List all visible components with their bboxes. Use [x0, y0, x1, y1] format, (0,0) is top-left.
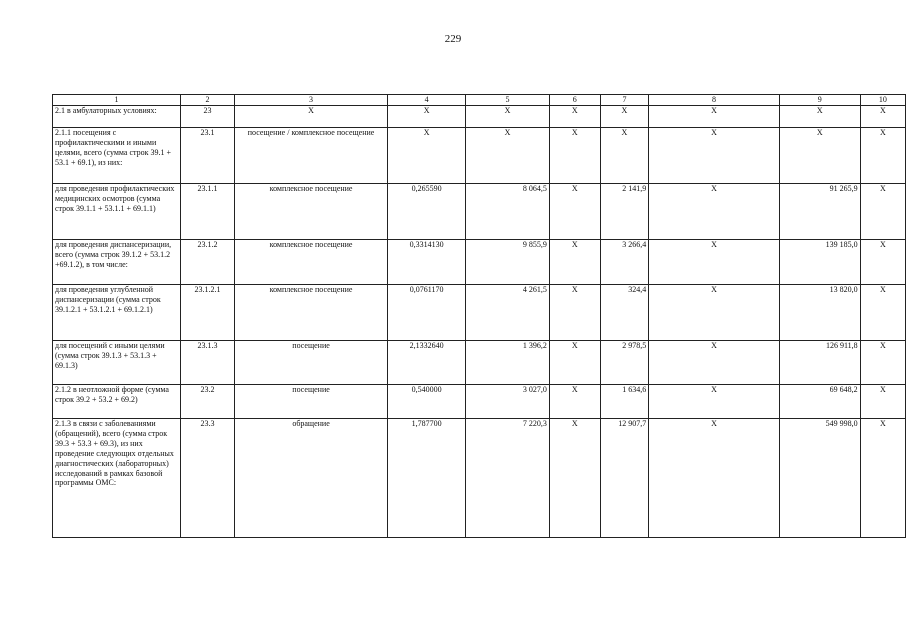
cost-cell: 9 855,9: [466, 240, 550, 285]
header-cell: 3: [234, 95, 387, 106]
cell-col9: 91 265,9: [779, 184, 860, 240]
row-label: для посещений с иными целями (сумма строк 39.1.3 + 53.1.3 + 69.1.3): [53, 341, 181, 385]
cell-col7: X: [600, 128, 649, 184]
cell-col10: X: [860, 106, 905, 128]
cost-cell: 8 064,5: [466, 184, 550, 240]
table-row: [53, 285, 906, 341]
unit-cell: комплексное посещение: [234, 240, 387, 285]
unit-cell: X: [234, 106, 387, 128]
cell-col7: 2 141,9: [600, 184, 649, 240]
cell-col8: X: [649, 285, 780, 341]
cell-col6: X: [549, 184, 600, 240]
row-code: 23.1.2: [181, 240, 235, 285]
table-row: [53, 341, 906, 385]
norm-cell: X: [388, 128, 466, 184]
cell-col6: X: [549, 285, 600, 341]
row-code: 23.1.3: [181, 341, 235, 385]
row-code: 23.1.2.1: [181, 285, 235, 341]
cost-cell: 3 027,0: [466, 385, 550, 419]
cell-col7: 3 266,4: [600, 240, 649, 285]
table-row: [53, 385, 906, 419]
header-cell: 10: [860, 95, 905, 106]
cell-col7: 2 978,5: [600, 341, 649, 385]
row-code: 23.2: [181, 385, 235, 419]
norm-cell: 1,787700: [388, 419, 466, 538]
norm-cell: 0,0761170: [388, 285, 466, 341]
row-code: 23.3: [181, 419, 235, 538]
row-label: 2.1.1 посещения с профилактическими и иными целями, всего (сумма строк 39.1 + 53.1 + 69.1), из них:: [53, 128, 181, 184]
row-label: для проведения диспансеризации, всего (сумма строк 39.1.2 + 53.1.2 +69.1.2), в том числе:: [53, 240, 181, 285]
cell-col9: 13 820,0: [779, 285, 860, 341]
cell-col6: X: [549, 128, 600, 184]
cell-col7: 324,4: [600, 285, 649, 341]
cell-col6: X: [549, 240, 600, 285]
cell-col9: 139 185,0: [779, 240, 860, 285]
cell-col6: X: [549, 385, 600, 419]
row-label: для проведения углубленной диспансеризации (сумма строк 39.1.2.1 + 53.1.2.1 + 69.1.2.1): [53, 285, 181, 341]
row-label: для проведения профилактических медицинских осмотров (сумма строк 39.1.1 + 53.1.1 + 69.1.1): [53, 184, 181, 240]
cost-cell: X: [466, 128, 550, 184]
unit-cell: комплексное посещение: [234, 184, 387, 240]
header-row: [53, 95, 906, 106]
row-code: 23.1: [181, 128, 235, 184]
cell-col10: X: [860, 385, 905, 419]
cell-col7: X: [600, 106, 649, 128]
norm-cell: 0,3314130: [388, 240, 466, 285]
cell-col10: X: [860, 184, 905, 240]
cell-col8: X: [649, 106, 780, 128]
norm-cell: X: [388, 106, 466, 128]
cell-col6: X: [549, 341, 600, 385]
cell-col9: X: [779, 106, 860, 128]
cell-col8: X: [649, 419, 780, 538]
cell-col10: X: [860, 240, 905, 285]
table-row: [53, 128, 906, 184]
header-cell: 6: [549, 95, 600, 106]
cell-col8: X: [649, 184, 780, 240]
cell-col10: X: [860, 285, 905, 341]
unit-cell: обращение: [234, 419, 387, 538]
row-code: 23.1.1: [181, 184, 235, 240]
cell-col8: X: [649, 240, 780, 285]
table-row: [53, 106, 906, 128]
norm-cell: 2,1332640: [388, 341, 466, 385]
cell-col8: X: [649, 385, 780, 419]
cost-cell: 4 261,5: [466, 285, 550, 341]
row-code: 23: [181, 106, 235, 128]
cell-col6: X: [549, 106, 600, 128]
header-cell: 8: [649, 95, 780, 106]
page-number: 229: [444, 33, 462, 45]
cell-col9: 69 648,2: [779, 385, 860, 419]
cell-col7: 1 634,6: [600, 385, 649, 419]
cell-col10: X: [860, 341, 905, 385]
table-row: [53, 419, 906, 538]
cell-col6: X: [549, 419, 600, 538]
cell-col10: X: [860, 419, 905, 538]
data-table: [52, 94, 906, 538]
table-row: [53, 240, 906, 285]
cost-cell: X: [466, 106, 550, 128]
header-cell: 1: [53, 95, 181, 106]
unit-cell: посещение: [234, 385, 387, 419]
row-label: 2.1.3 в связи с заболеваниями (обращений), всего (сумма строк 39.3 + 53.3 + 69.3), из них проведение следующих отдельных диагностических (лабораторных) исследований в рамках базовой программы ОМС:: [53, 419, 181, 538]
header-cell: 4: [388, 95, 466, 106]
header-cell: 7: [600, 95, 649, 106]
cell-col9: 126 911,8: [779, 341, 860, 385]
cell-col9: 549 998,0: [779, 419, 860, 538]
header-cell: 9: [779, 95, 860, 106]
cell-col8: X: [649, 128, 780, 184]
row-label: 2.1 в амбулаторных условиях:: [53, 106, 181, 128]
cost-cell: 7 220,3: [466, 419, 550, 538]
row-label: 2.1.2 в неотложной форме (сумма строк 39.2 + 53.2 + 69.2): [53, 385, 181, 419]
header-cell: 2: [181, 95, 235, 106]
cell-col7: 12 907,7: [600, 419, 649, 538]
cell-col8: X: [649, 341, 780, 385]
unit-cell: комплексное посещение: [234, 285, 387, 341]
header-cell: 5: [466, 95, 550, 106]
cell-col9: X: [779, 128, 860, 184]
norm-cell: 0,265590: [388, 184, 466, 240]
unit-cell: посещение: [234, 341, 387, 385]
norm-cell: 0,540000: [388, 385, 466, 419]
table-row: [53, 184, 906, 240]
unit-cell: посещение / комплексное посещение: [234, 128, 387, 184]
cell-col10: X: [860, 128, 905, 184]
cost-cell: 1 396,2: [466, 341, 550, 385]
